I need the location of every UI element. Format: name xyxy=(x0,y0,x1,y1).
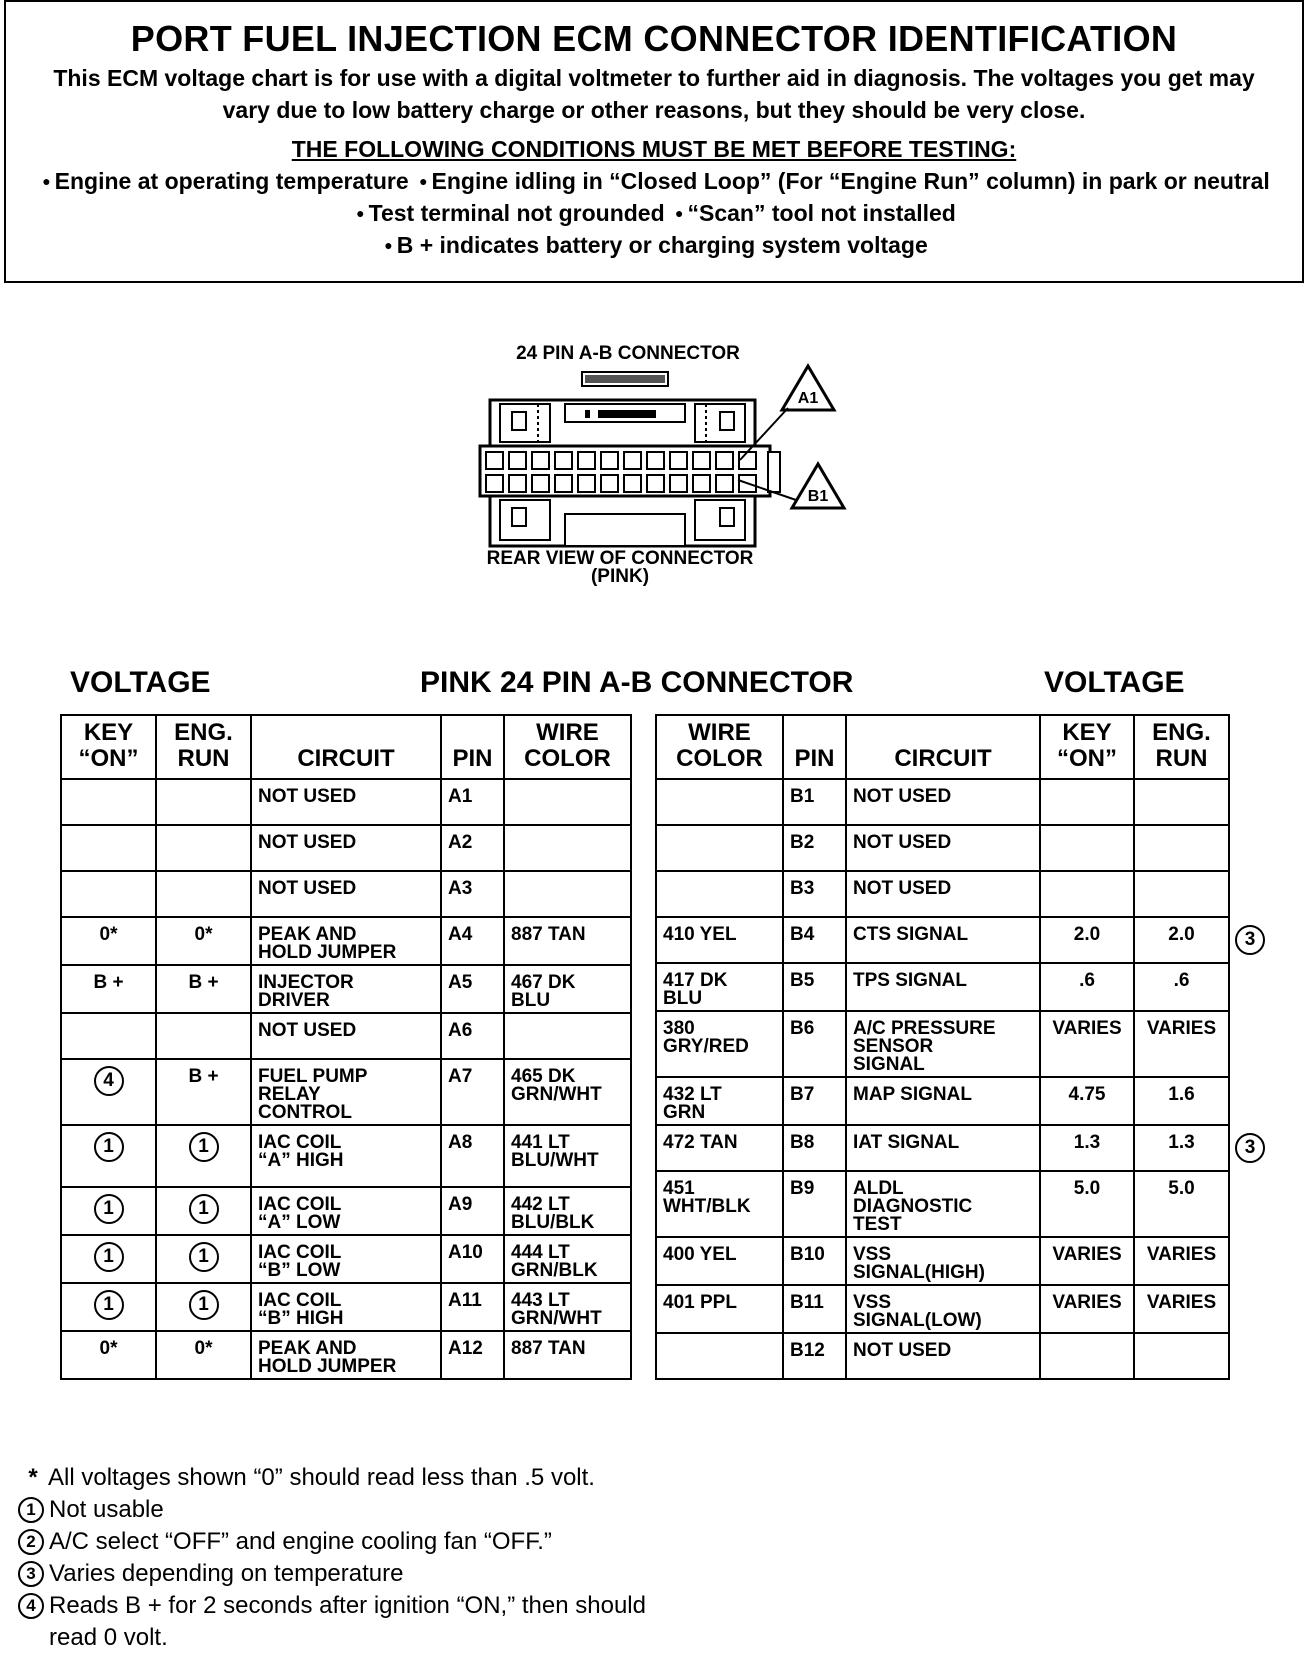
note-1-circle-icon: 1 xyxy=(18,1497,44,1523)
key-on-cell: VARIES xyxy=(1040,1237,1134,1285)
latch-hatch xyxy=(585,375,665,383)
wire-color-cell: 442 LT BLU/BLK xyxy=(504,1187,631,1235)
wire-color-cell: 443 LT GRN/WHT xyxy=(504,1283,631,1331)
wire-color-cell: 401 PPL xyxy=(656,1285,783,1333)
key-on-cell xyxy=(61,1187,156,1235)
note-1-circle-icon: 1 xyxy=(189,1242,219,1272)
pin-cell: B6 xyxy=(783,1011,846,1077)
eng-run-cell xyxy=(1134,871,1229,917)
footnotes xyxy=(18,1462,646,1654)
circuit-cell: TPS SIGNAL xyxy=(846,963,1040,1011)
eng-run-cell: 0* xyxy=(156,1331,251,1379)
circuit-cell: NOT USED xyxy=(846,825,1040,871)
note-2-circle-icon: 2 xyxy=(18,1529,44,1555)
side-key xyxy=(768,452,780,492)
key-on-cell xyxy=(61,1235,156,1283)
wire-color-cell xyxy=(504,779,631,825)
note-3-circle-icon: 3 xyxy=(18,1561,44,1587)
circuit-cell: MAP SIGNAL xyxy=(846,1077,1040,1125)
col-eng-run-header: ENG. RUN xyxy=(156,715,251,779)
table-row xyxy=(656,825,1229,871)
note-4-circle-icon: 4 xyxy=(18,1593,44,1619)
footnote-item xyxy=(18,1462,646,1494)
circuit-cell: IAC COIL “B” LOW xyxy=(251,1235,441,1283)
table-row xyxy=(61,1187,631,1235)
key-on-cell xyxy=(61,1013,156,1059)
table-row xyxy=(61,1125,631,1187)
a-pin-table xyxy=(60,714,632,1380)
eng-run-cell: VARIES xyxy=(1134,1285,1229,1333)
connector-title: 24 PIN A-B CONNECTOR xyxy=(516,343,740,364)
circuit-cell: FUEL PUMP RELAY CONTROL xyxy=(251,1059,441,1125)
key-on-cell: B + xyxy=(61,965,156,1013)
circuit-cell: IAC COIL “A” LOW xyxy=(251,1187,441,1235)
wire-color-cell: 400 YEL xyxy=(656,1237,783,1285)
rear-view-caption xyxy=(460,550,780,586)
eng-run-cell xyxy=(156,871,251,917)
wire-color-cell: 887 TAN xyxy=(504,1331,631,1379)
pin-cavity xyxy=(509,452,526,469)
circuit-cell: INJECTOR DRIVER xyxy=(251,965,441,1013)
table-row xyxy=(61,871,631,917)
wire-color-cell xyxy=(656,1333,783,1379)
eng-run-cell xyxy=(156,1013,251,1059)
table-row xyxy=(61,1283,631,1331)
pin-cell: B12 xyxy=(783,1333,846,1379)
footnote-item xyxy=(18,1622,646,1654)
pin-cell: A12 xyxy=(441,1331,504,1379)
bullet-icon: ● xyxy=(356,205,365,221)
eng-run-cell: 0* xyxy=(156,917,251,965)
table-row xyxy=(656,1125,1229,1171)
note-4-circle-icon: 4 xyxy=(94,1066,124,1096)
eng-run-cell: VARIES xyxy=(1134,1237,1229,1285)
bullet-icon: ● xyxy=(42,173,51,189)
eng-run-cell xyxy=(156,825,251,871)
circuit-cell: PEAK AND HOLD JUMPER xyxy=(251,1331,441,1379)
key-on-cell xyxy=(1040,825,1134,871)
footnote-text: A/C select “OFF” and engine cooling fan “OFF.” xyxy=(49,1528,552,1555)
table-row xyxy=(61,1331,631,1379)
eng-run-cell: 5.0 xyxy=(1134,1171,1229,1237)
wire-color-cell xyxy=(504,1013,631,1059)
bullet-icon: ● xyxy=(675,205,684,221)
key-on-cell xyxy=(1040,779,1134,825)
wire-color-cell: 410 YEL xyxy=(656,917,783,963)
conditions-list xyxy=(6,165,1302,261)
table-row xyxy=(656,1285,1229,1333)
wire-color-cell: 467 DK BLU xyxy=(504,965,631,1013)
table-row xyxy=(656,1333,1229,1379)
pin-cell: A2 xyxy=(441,825,504,871)
page-title: PORT FUEL INJECTION ECM CONNECTOR IDENTIFICATION xyxy=(130,18,1178,59)
footnote-text: Reads B + for 2 seconds after ignition “ON,” then should xyxy=(49,1592,646,1619)
eng-run-cell xyxy=(156,1187,251,1235)
table-row xyxy=(656,871,1229,917)
key-on-cell: 2.0 xyxy=(1040,917,1134,963)
pin-cell: A9 xyxy=(441,1187,504,1235)
wire-color-cell xyxy=(656,871,783,917)
footnote-text: Not usable xyxy=(49,1496,164,1523)
pin-cell: B1 xyxy=(783,779,846,825)
key-on-cell xyxy=(61,825,156,871)
table-header-row xyxy=(656,715,1229,779)
footnote-text: All voltages shown “0” should read less than .5 volt. xyxy=(48,1464,595,1491)
key-on-cell xyxy=(61,1125,156,1187)
intro-text: This ECM voltage chart is for use with a digital voltmeter to further aid in diagnosis. The voltages you get may vary due to low battery charge or other reasons, but they should be very close. xyxy=(53,65,1255,123)
eng-run-cell xyxy=(1134,779,1229,825)
b1-callout-label: B1 xyxy=(807,488,829,505)
col-wire-color-header: WIRE COLOR xyxy=(504,715,631,779)
wire-color-cell: 472 TAN xyxy=(656,1125,783,1171)
col-eng-run-header: ENG. RUN xyxy=(1134,715,1229,779)
pin-cavity xyxy=(624,475,641,492)
pin-cavity xyxy=(647,475,664,492)
note-1-circle-icon: 1 xyxy=(189,1194,219,1224)
note-1-circle-icon: 1 xyxy=(189,1132,219,1162)
pin-cavity xyxy=(486,452,503,469)
pin-cavity xyxy=(670,452,687,469)
wire-color-cell xyxy=(656,779,783,825)
pin-cavity xyxy=(739,452,756,469)
wire-color-cell: 887 TAN xyxy=(504,917,631,965)
pin-cell: B8 xyxy=(783,1125,846,1171)
key-on-cell xyxy=(61,779,156,825)
note-3-circle-icon: 3 xyxy=(1235,925,1265,955)
col-key-on-header: KEY “ON” xyxy=(1040,715,1134,779)
pin-cell: B2 xyxy=(783,825,846,871)
pin-cavity xyxy=(532,475,549,492)
condition-item: Test terminal not grounded xyxy=(368,200,665,226)
wire-color-cell xyxy=(656,825,783,871)
circuit-cell: A/C PRESSURE SENSOR SIGNAL xyxy=(846,1011,1040,1077)
eng-run-cell: B + xyxy=(156,1059,251,1125)
pin-cell: A5 xyxy=(441,965,504,1013)
pin-cavity xyxy=(578,475,595,492)
b-pin-table xyxy=(655,714,1230,1380)
condition-item: B + indicates battery or charging system voltage xyxy=(396,232,928,258)
circuit-cell: VSS SIGNAL(LOW) xyxy=(846,1285,1040,1333)
pin-cavity xyxy=(486,475,503,492)
pin-cavity xyxy=(716,475,733,492)
pin-cavity xyxy=(624,452,641,469)
table-row xyxy=(656,1011,1229,1077)
pin-cell: A4 xyxy=(441,917,504,965)
pin-cell: A6 xyxy=(441,1013,504,1059)
circuit-cell: VSS SIGNAL(HIGH) xyxy=(846,1237,1040,1285)
header-box xyxy=(4,0,1304,283)
eng-run-cell xyxy=(156,779,251,825)
wire-color-cell: 465 DK GRN/WHT xyxy=(504,1059,631,1125)
table-row xyxy=(61,1059,631,1125)
table-header-row xyxy=(61,715,631,779)
wire-color-cell: 380 GRY/RED xyxy=(656,1011,783,1077)
table-row xyxy=(61,1235,631,1283)
eng-run-cell: 2.0 xyxy=(1134,917,1229,963)
pin-cell: B5 xyxy=(783,963,846,1011)
pin-cavity xyxy=(555,475,572,492)
note-1-circle-icon: 1 xyxy=(94,1242,124,1272)
eng-run-cell xyxy=(1134,825,1229,871)
table-row xyxy=(656,917,1229,963)
wire-color-cell xyxy=(504,825,631,871)
pin-cell: B4 xyxy=(783,917,846,963)
key-on-cell: 5.0 xyxy=(1040,1171,1134,1237)
table-row xyxy=(656,963,1229,1011)
col-pin-header: PIN xyxy=(783,715,846,779)
pin-cavity xyxy=(693,475,710,492)
circuit-cell: IAT SIGNAL xyxy=(846,1125,1040,1171)
eng-run-cell xyxy=(156,1125,251,1187)
circuit-cell: PEAK AND HOLD JUMPER xyxy=(251,917,441,965)
footnote-text: read 0 volt. xyxy=(49,1624,168,1651)
pin-cell: A1 xyxy=(441,779,504,825)
note-1-circle-icon: 1 xyxy=(94,1194,124,1224)
table-row xyxy=(656,1237,1229,1285)
circuit-cell: NOT USED xyxy=(251,779,441,825)
circuit-cell: NOT USED xyxy=(251,825,441,871)
key-on-cell xyxy=(61,871,156,917)
wire-color-cell: 441 LT BLU/WHT xyxy=(504,1125,631,1187)
right-voltage-label: VOLTAGE xyxy=(1044,666,1185,699)
wire-color-cell: 451 WHT/BLK xyxy=(656,1171,783,1237)
key-on-cell xyxy=(1040,1333,1134,1379)
bullet-icon: ● xyxy=(419,173,428,189)
footnote-text: Varies depending on temperature xyxy=(49,1560,404,1587)
pin-cavity xyxy=(509,475,526,492)
pin-cavity xyxy=(601,452,618,469)
key-on-cell: 4.75 xyxy=(1040,1077,1134,1125)
note-3-circle-icon: 3 xyxy=(1235,1133,1265,1163)
pin-cavity xyxy=(578,452,595,469)
pin-cavity xyxy=(555,452,572,469)
wire-color-cell: 432 LT GRN xyxy=(656,1077,783,1125)
pin-cell: A3 xyxy=(441,871,504,917)
table-row xyxy=(61,825,631,871)
rear-view-label: REAR VIEW OF CONNECTOR xyxy=(486,548,754,569)
table-row xyxy=(656,1171,1229,1237)
eng-run-cell xyxy=(156,1235,251,1283)
pin-cavity xyxy=(670,475,687,492)
key-on-cell xyxy=(61,1059,156,1125)
pin-cavity xyxy=(716,452,733,469)
pin-cell: B7 xyxy=(783,1077,846,1125)
key-on-cell: 1.3 xyxy=(1040,1125,1134,1171)
col-circuit-header: CIRCUIT xyxy=(846,715,1040,779)
note-1-circle-icon: 1 xyxy=(189,1290,219,1320)
table-row xyxy=(656,1077,1229,1125)
key-on-cell: VARIES xyxy=(1040,1011,1134,1077)
eng-run-cell: 1.3 xyxy=(1134,1125,1229,1171)
col-pin-header: PIN xyxy=(441,715,504,779)
condition-item: “Scan” tool not installed xyxy=(687,200,956,226)
circuit-cell: NOT USED xyxy=(846,871,1040,917)
footnote-item xyxy=(18,1526,646,1558)
footnote-item xyxy=(18,1558,646,1590)
key-on-cell: .6 xyxy=(1040,963,1134,1011)
note-1-circle-icon: 1 xyxy=(94,1290,124,1320)
circuit-cell: IAC COIL “B” HIGH xyxy=(251,1283,441,1331)
connector-diagram xyxy=(470,360,850,550)
pin-cell: A10 xyxy=(441,1235,504,1283)
key-on-cell: VARIES xyxy=(1040,1285,1134,1333)
wire-color-cell xyxy=(504,871,631,917)
circuit-cell: IAC COIL “A” HIGH xyxy=(251,1125,441,1187)
circuit-cell: NOT USED xyxy=(251,871,441,917)
table-row xyxy=(61,965,631,1013)
pin-cell: A7 xyxy=(441,1059,504,1125)
asterisk-icon: * xyxy=(28,1464,38,1491)
pin-cell: B9 xyxy=(783,1171,846,1237)
connector-section-title: PINK 24 PIN A-B CONNECTOR xyxy=(420,666,854,699)
condition-item: Engine at operating temperature xyxy=(54,168,409,194)
eng-run-cell: 1.6 xyxy=(1134,1077,1229,1125)
note-1-circle-icon: 1 xyxy=(94,1132,124,1162)
wire-color-cell: 444 LT GRN/BLK xyxy=(504,1235,631,1283)
pin-cavity xyxy=(693,452,710,469)
key-on-cell: 0* xyxy=(61,1331,156,1379)
key-on-cell xyxy=(1040,871,1134,917)
wire-color-cell: 417 DK BLU xyxy=(656,963,783,1011)
col-circuit-header: CIRCUIT xyxy=(251,715,441,779)
table-row xyxy=(61,917,631,965)
footnote-item xyxy=(18,1590,646,1622)
circuit-cell: NOT USED xyxy=(846,779,1040,825)
table-row xyxy=(656,779,1229,825)
eng-run-cell xyxy=(156,1283,251,1331)
circuit-cell: NOT USED xyxy=(251,1013,441,1059)
pin-cell: B11 xyxy=(783,1285,846,1333)
table-row xyxy=(61,779,631,825)
eng-run-cell xyxy=(1134,1333,1229,1379)
key-on-cell: 0* xyxy=(61,917,156,965)
circuit-cell: NOT USED xyxy=(846,1333,1040,1379)
a1-callout-label: A1 xyxy=(797,390,819,407)
eng-run-cell: .6 xyxy=(1134,963,1229,1011)
conditions-line-2 xyxy=(16,197,1292,229)
eng-run-cell: B + xyxy=(156,965,251,1013)
bullet-icon: ● xyxy=(384,237,393,253)
pin-cell: B10 xyxy=(783,1237,846,1285)
eng-run-cell: VARIES xyxy=(1134,1011,1229,1077)
col-key-on-header: KEY “ON” xyxy=(61,715,156,779)
circuit-cell: CTS SIGNAL xyxy=(846,917,1040,963)
pin-cavity xyxy=(647,452,664,469)
pin-cell: A11 xyxy=(441,1283,504,1331)
col-wire-color-header: WIRE COLOR xyxy=(656,715,783,779)
pin-cavity xyxy=(532,452,549,469)
left-voltage-label: VOLTAGE xyxy=(70,666,211,699)
conditions-title: THE FOLLOWING CONDITIONS MUST BE MET BEFORE TESTING: xyxy=(291,136,1017,162)
conditions-line-3 xyxy=(16,229,1292,261)
conditions-line-1 xyxy=(16,165,1292,197)
table-row xyxy=(61,1013,631,1059)
pin-cell: A8 xyxy=(441,1125,504,1187)
circuit-cell: ALDL DIAGNOSTIC TEST xyxy=(846,1171,1040,1237)
connector-color-label: (PINK) xyxy=(590,566,650,587)
pin-cell: B3 xyxy=(783,871,846,917)
key-on-cell xyxy=(61,1283,156,1331)
condition-item: Engine idling in “Closed Loop” (For “Engine Run” column) in park or neutral xyxy=(431,168,1270,194)
pin-cavity xyxy=(601,475,618,492)
footnote-item xyxy=(18,1494,646,1526)
